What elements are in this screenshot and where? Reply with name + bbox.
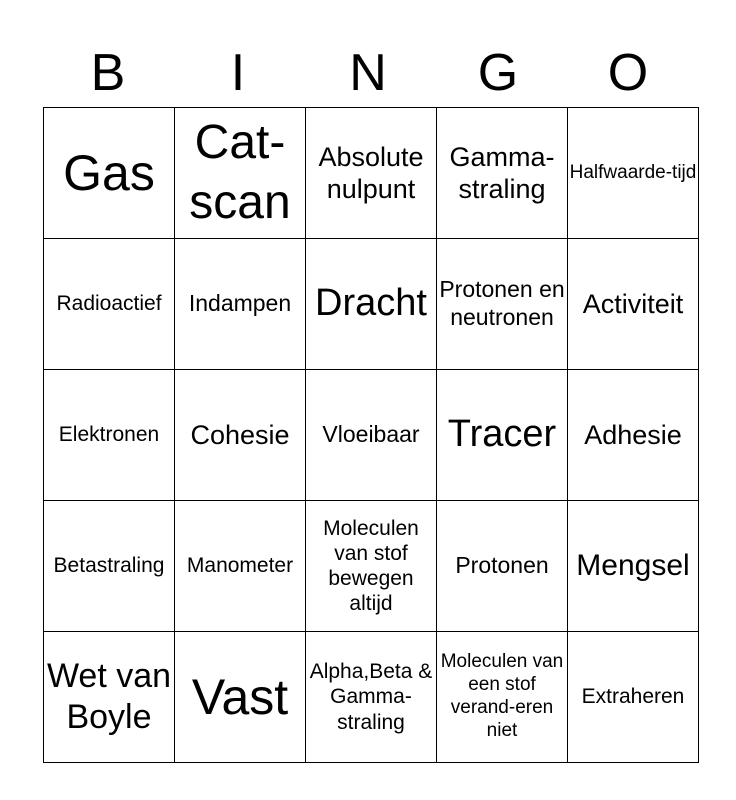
cell-text: Gamma-straling (449, 141, 555, 204)
cell-text: Dracht (315, 282, 427, 325)
cell-text: Halfwaarde-tijd (569, 161, 697, 183)
bingo-cell[interactable] (437, 370, 568, 501)
bingo-cell[interactable] (175, 632, 306, 763)
cell-text: Cat-scan (189, 116, 291, 229)
cell-text: Moleculen van stof bewegen altijd (323, 516, 419, 616)
header-letter-g: G (477, 44, 519, 102)
cell-text: Mengsel (576, 549, 690, 582)
bingo-cell[interactable] (306, 370, 437, 501)
header-letter-b: B (90, 44, 126, 102)
grid-row (44, 239, 699, 370)
cell-text: Gas (63, 144, 155, 201)
cell-text: Activiteit (582, 288, 684, 319)
bingo-cell[interactable] (175, 370, 306, 501)
bingo-cell[interactable] (437, 108, 568, 239)
cell-text: Extraheren (581, 685, 685, 709)
cell-text: Vast (191, 668, 289, 725)
bingo-cell[interactable] (568, 239, 699, 370)
bingo-cell[interactable] (306, 108, 437, 239)
grid-row (44, 501, 699, 632)
bingo-cell[interactable] (437, 632, 568, 763)
bingo-cell[interactable] (44, 239, 175, 370)
cell-text: Tracer (447, 413, 557, 456)
cell-text: Moleculen van een stof verand-eren niet (440, 651, 564, 741)
bingo-cell[interactable] (44, 108, 175, 239)
bingo-cell[interactable] (568, 501, 699, 632)
bingo-cell[interactable] (306, 501, 437, 632)
header-letter-i: I (230, 44, 246, 102)
cell-text: Protonen (455, 552, 549, 579)
cell-text: Alpha,Beta & Gamma-straling (309, 660, 433, 734)
bingo-cell[interactable] (44, 370, 175, 501)
cell-text: Indampen (188, 290, 292, 317)
cell-text: Cohesie (190, 419, 290, 450)
cell-text: Vloeibaar (322, 421, 420, 448)
bingo-cell[interactable] (437, 501, 568, 632)
bingo-cell[interactable] (306, 239, 437, 370)
bingo-cell[interactable] (175, 108, 306, 239)
cell-text: Absolute nulpunt (318, 141, 424, 204)
bingo-cell[interactable] (44, 501, 175, 632)
cell-text: Manometer (186, 554, 294, 578)
header-letter-o: O (607, 44, 649, 102)
header-letter-n: N (349, 44, 387, 102)
bingo-cell[interactable] (175, 239, 306, 370)
bingo-cell[interactable] (44, 632, 175, 763)
cell-text: Elektronen (58, 423, 160, 447)
bingo-cell[interactable] (306, 632, 437, 763)
cell-text: Protonen en neutronen (439, 276, 565, 330)
bingo-cell[interactable] (437, 239, 568, 370)
grid-row (44, 632, 699, 763)
bingo-cell[interactable] (568, 370, 699, 501)
cell-text: Betastraling (53, 554, 165, 578)
bingo-cell[interactable] (175, 501, 306, 632)
cell-text: Radioactief (56, 292, 162, 316)
cell-text: Wet van Boyle (46, 657, 172, 736)
bingo-card-grid (43, 107, 699, 763)
grid-row (44, 108, 699, 239)
bingo-header (43, 40, 693, 106)
bingo-cell[interactable] (568, 108, 699, 239)
bingo-cell[interactable] (568, 632, 699, 763)
grid-row (44, 370, 699, 501)
cell-text: Adhesie (584, 419, 682, 450)
